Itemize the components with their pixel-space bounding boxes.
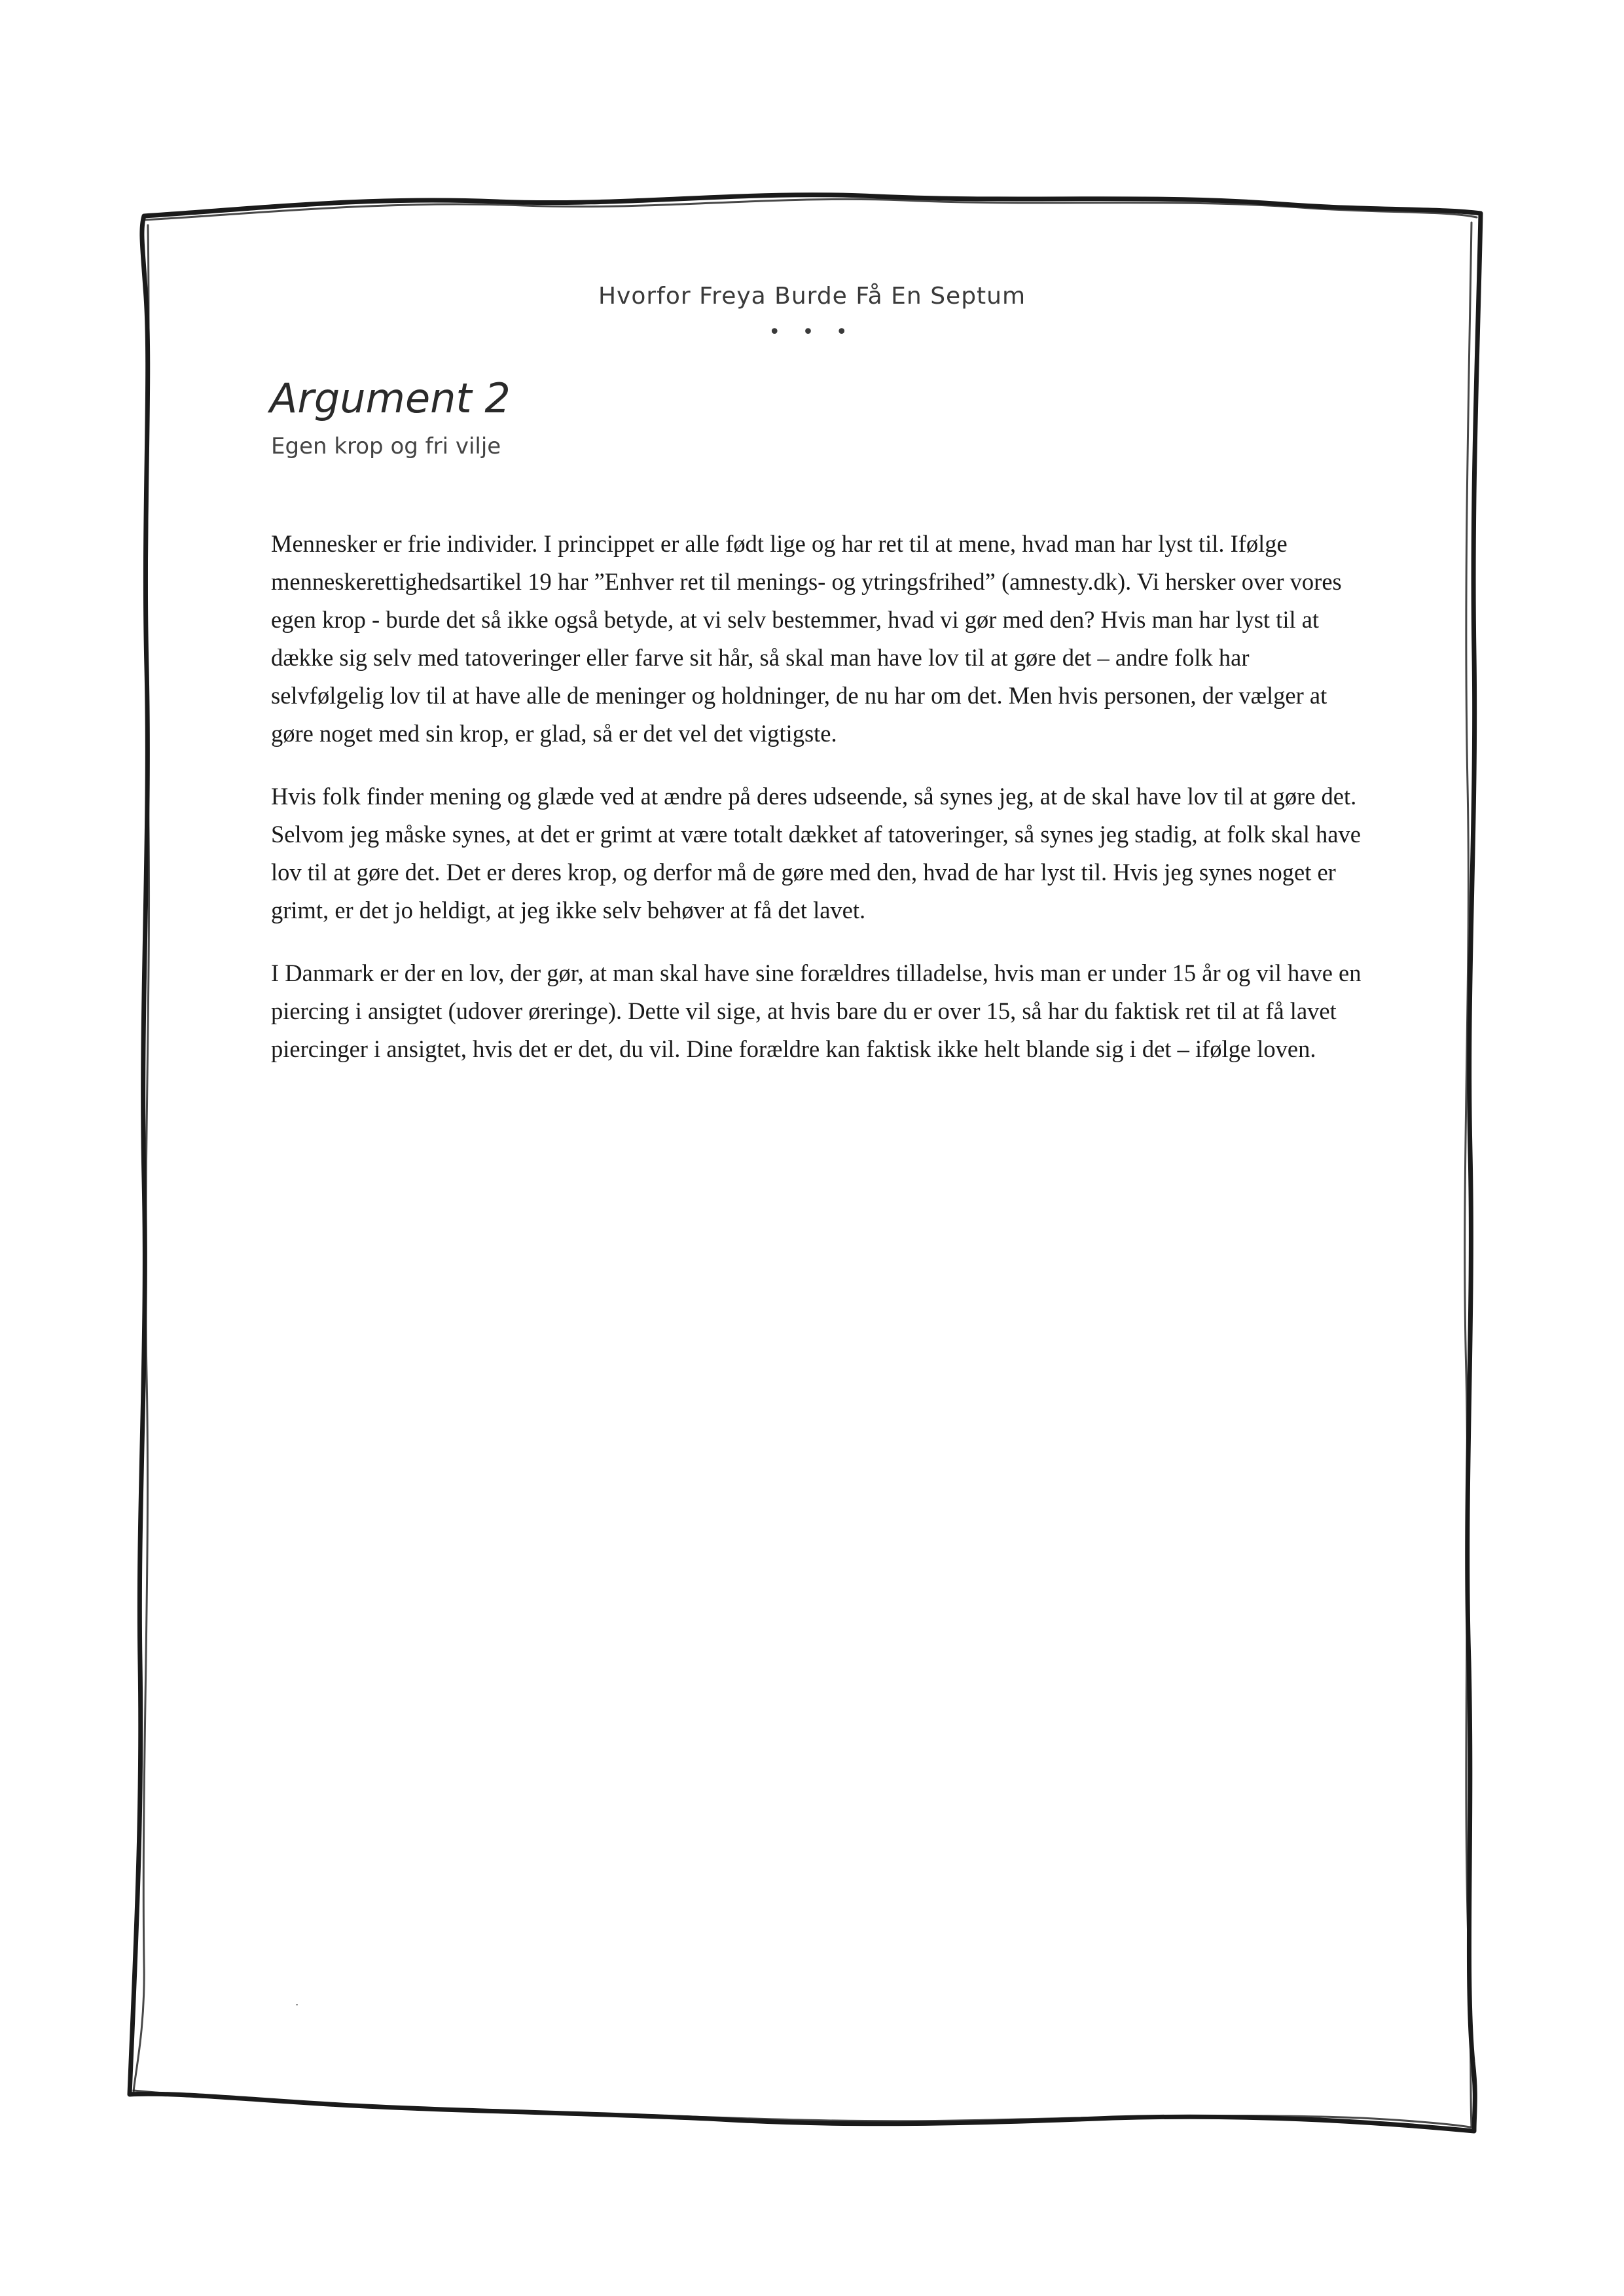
paragraph: I Danmark er der en lov, der gør, at man skal have sine forældres tilladelse, hvis man er under 15 år og vil have en piercing i ansigtet (udover øreringe). Dette vil sige, at hvis bare du er over 15, så har du faktisk ret til at få lavet piercinger i ansigtet, hvis det er det, du vil. Dine forældre kan faktisk ikke helt blande sig i det – ifølge loven.	[271, 960, 1362, 1062]
section-subheading: Egen krop og fri vilje	[271, 433, 501, 459]
paragraph: Hvis folk finder mening og glæde ved at ændre på deres udseende, så synes jeg, at de skal have lov til at gøre det. Selvom jeg måske synes, at det er grimt at være totalt dækket af tatoveringer, så synes jeg stadig, at folk skal have lov til at gøre det. Det er deres krop, og derfor må de gøre med den, hvad de har lyst til. Hvis jeg synes noget er grimt, er det jo heldigt, at jeg ikke selv behøver at få det lavet.	[271, 783, 1361, 924]
header-ornament-dots: • • •	[768, 321, 856, 344]
section-heading: Argument 2	[270, 374, 511, 422]
paragraph: Mennesker er frie individer. I princippet er alle født lige og har ret til at mene, hvad man har lyst til. Ifølge menneskerettighedsartikel 19 har ”Enhver ret til menings- og ytringsfrihed” (amnesty.dk). Vi hersker over vores egen krop - burde det så ikke også betyde, at vi selv bestemmer, hvad vi gør med den? Hvis man har lyst til at dække sig selv med tatoveringer eller farve sit hår, så skal man have lov til at gøre det – andre folk har selvfølgelig lov til at have alle de meninger og holdninger, de nu har om det. Men hvis personen, der vælger at gøre noget med sin krop, er glad, så er det vel det vigtigste.	[271, 530, 1342, 747]
document-header-title: Hvorfor Freya Burde Få En Septum	[598, 283, 1026, 310]
body-text	[271, 525, 1367, 1093]
stray-mark	[296, 2004, 298, 2005]
